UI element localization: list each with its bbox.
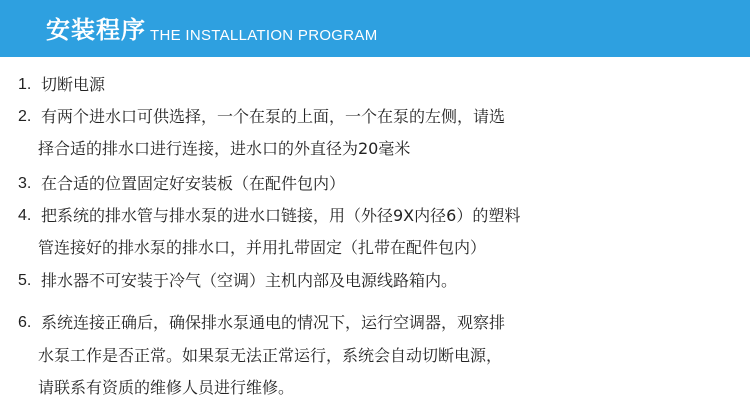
header-title-en: THE INSTALLATION PROGRAM [150, 27, 378, 44]
step-text: 管连接好的排水泵的排水口，并用扎带固定（扎带在配件包内） [38, 238, 487, 257]
step-text: 择合适的排水口进行连接，进水口的外直径为20毫米 [38, 139, 411, 158]
step-number: 3. [18, 175, 32, 192]
step-text: 有两个进水口可供选择，一个在泵的上面，一个在泵的左侧，请选 [41, 107, 506, 126]
header-banner [0, 0, 750, 57]
step-text: 把系统的排水管与排水泵的进水口链接，用（外径9X内径6）的塑料 [41, 206, 521, 225]
step-text: 切断电源 [41, 75, 106, 94]
step-number: 2. [18, 108, 32, 125]
step-text: 水泵工作是否正常。如果泵无法正常运行，系统会自动切断电源， [38, 346, 503, 365]
step-text: 在合适的位置固定好安装板（在配件包内） [41, 174, 346, 193]
header-title-cn: 安装程序 [46, 15, 146, 44]
step-text: 系统连接正确后，确保排水泵通电的情况下，运行空调器，观察排 [41, 313, 506, 332]
step-number: 4. [18, 207, 32, 224]
step-text: 排水器不可安装于冷气（空调）主机内部及电源线路箱内。 [41, 271, 458, 290]
step-number: 5. [18, 272, 32, 289]
step-number: 1. [18, 76, 32, 93]
step-text: 请联系有资质的维修人员进行维修。 [38, 378, 295, 397]
step-number: 6. [18, 314, 32, 331]
